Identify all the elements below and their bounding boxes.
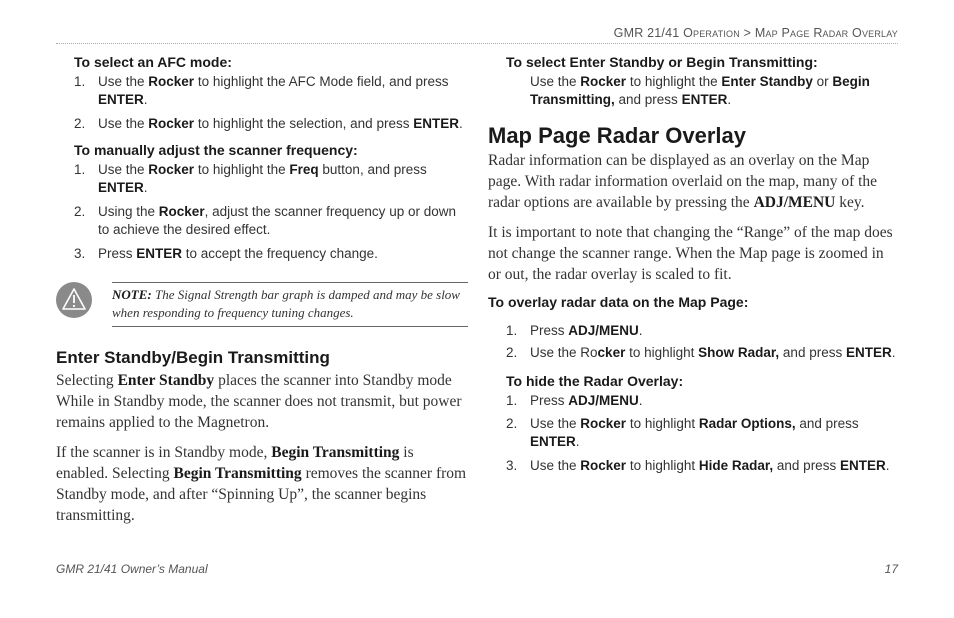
standby-heading: Enter Standby/Begin Transmitting [56,348,330,367]
step-key: Rocker [580,458,627,473]
hide-heading: To hide the Radar Overlay: [506,373,684,389]
step-text: Use the [98,116,149,131]
step-key: Enter Standby [721,74,813,89]
step-number: 3. [74,246,86,261]
step-key: Rocker [148,116,195,131]
overlay-paragraph-1 [488,150,900,213]
list-item [506,457,900,475]
list-item [74,115,468,133]
step-key: Radar Options, [698,416,796,431]
para-bold: Enter Standby [117,372,215,389]
step-number: 2. [74,116,86,131]
para-bold: ADJ/MENU [753,194,836,211]
step-key: Begin Transmitting, [530,74,870,107]
para-bold: Begin Transmitting [271,444,400,461]
step-text: Press [530,393,569,408]
standby-paragraph-1 [56,370,468,433]
step-text: to highlight [625,345,699,360]
para-text: Selecting [56,372,118,389]
para-text: removes the scanner from Standby mode, and after “Spinning Up”, the scanner begins transmitting. [56,465,467,524]
list-item [506,322,900,340]
section-title: Map Page Radar Overlay [488,123,747,148]
step-key: Freq [289,162,319,177]
step-text: to highlight [626,458,699,473]
step-text: . [575,434,580,449]
step-key: ADJ/MENU [568,393,639,408]
step-key: Rocker [148,74,195,89]
right-column [488,54,900,475]
warning-triangle-icon [56,282,92,318]
step-number: 2. [74,204,86,219]
step-key: cker [597,345,626,360]
step-text: . [891,345,896,360]
afc-heading: To select an AFC mode: [74,54,232,70]
step-number: 1. [74,162,86,177]
header-separator: > [743,26,752,40]
standby-paragraph-2 [56,442,468,526]
step-key: ENTER [845,345,892,360]
para-text: is enabled. Selecting [56,444,414,482]
step-text: . [143,180,148,195]
header-divider [56,43,898,44]
list-item [74,73,468,109]
step-key: Rocker [148,162,195,177]
step-key: Rocker [580,416,627,431]
step-text: to highlight the [194,162,290,177]
step-key: ADJ/MENU [568,323,639,338]
step-key: ENTER [136,246,183,261]
running-header [614,26,898,40]
step-key: ENTER [839,458,886,473]
step-number: 1. [506,393,518,408]
step-text: Use the [530,458,581,473]
step-text: Use the [98,162,149,177]
list-item [74,161,468,197]
list-item [506,344,900,362]
select-standby-instruction [530,73,900,109]
header-model: GMR 21/41 [613,26,680,40]
list-item [74,245,468,263]
step-text: or [812,74,833,89]
step-text: . [727,92,732,107]
step-text: to highlight [626,416,699,431]
note-label: NOTE: [112,287,152,302]
step-text: Use the [530,416,581,431]
footer-manual-title: GMR 21/41 Owner’s Manual [56,562,208,576]
step-key: ENTER [530,434,576,449]
list-item [506,415,900,451]
step-text: to accept the frequency change. [182,246,378,261]
step-text: . [638,323,643,338]
step-key: Rocker [580,74,627,89]
step-text: . [885,458,890,473]
select-standby-heading: To select Enter Standby or Begin Transmitting: [506,54,818,70]
step-text: . [143,92,148,107]
step-key: ENTER [413,116,459,131]
header-topic: Map Page Radar Overlay [754,26,898,40]
step-number: 2. [506,345,518,360]
step-key: ENTER [98,180,144,195]
step-number: 1. [506,323,518,338]
step-text: and press [773,458,840,473]
list-item [506,392,900,410]
note-body: The Signal Strength bar graph is damped and may be slow when responding to frequency tuning changes. [112,287,460,320]
step-text: Using the [98,204,159,219]
step-number: 1. [74,74,86,89]
list-item [74,203,468,239]
step-text: and press [795,416,859,431]
header-section: Operation [683,26,740,40]
step-text: to highlight the AFC Mode field, and press [194,74,449,89]
step-text: Use the [98,74,149,89]
step-text: Use the Ro [530,345,598,360]
step-text: Press [530,323,569,338]
para-text: places the scanner into Standby mode While in Standby mode, the scanner does not transmit, but power remains applied to the Magnetron. [56,372,462,431]
freq-heading: To manually adjust the scanner frequency: [74,142,358,158]
step-text: Use the [530,74,581,89]
page-number: 17 [884,562,898,576]
step-key: Hide Radar, [698,458,774,473]
step-text: to highlight the [626,74,722,89]
step-text: , adjust the scanner frequency up or down to achieve the desired effect. [98,204,456,237]
step-text: and press [779,345,846,360]
step-text: . [458,116,463,131]
note-text [112,282,468,327]
para-text: Radar information can be displayed as an overlay on the Map page. With radar information overlaid on the map, many of the radar options are available by pressing the [488,152,878,211]
left-column [56,54,468,526]
step-number: 3. [506,458,518,473]
step-text: to highlight the selection, and press [194,116,414,131]
step-key: Show Radar, [698,345,780,360]
step-key: ENTER [98,92,144,107]
overlay-heading: To overlay radar data on the Map Page: [488,294,749,310]
note-callout [56,282,468,327]
step-key: Rocker [158,204,205,219]
step-key: ENTER [681,92,728,107]
step-text: Press [98,246,137,261]
para-text: key. [835,194,865,211]
para-text: If the scanner is in Standby mode, [56,444,272,461]
step-text: . [638,393,643,408]
para-bold: Begin Transmitting [173,465,302,482]
step-text: button, and press [318,162,427,177]
step-text: and press [614,92,682,107]
step-number: 2. [506,416,518,431]
overlay-paragraph-2: It is important to note that changing the “Range” of the map does not change the scanner range. When the Map page is zoomed in or out, the radar overlay is scaled to fit. [488,224,893,283]
